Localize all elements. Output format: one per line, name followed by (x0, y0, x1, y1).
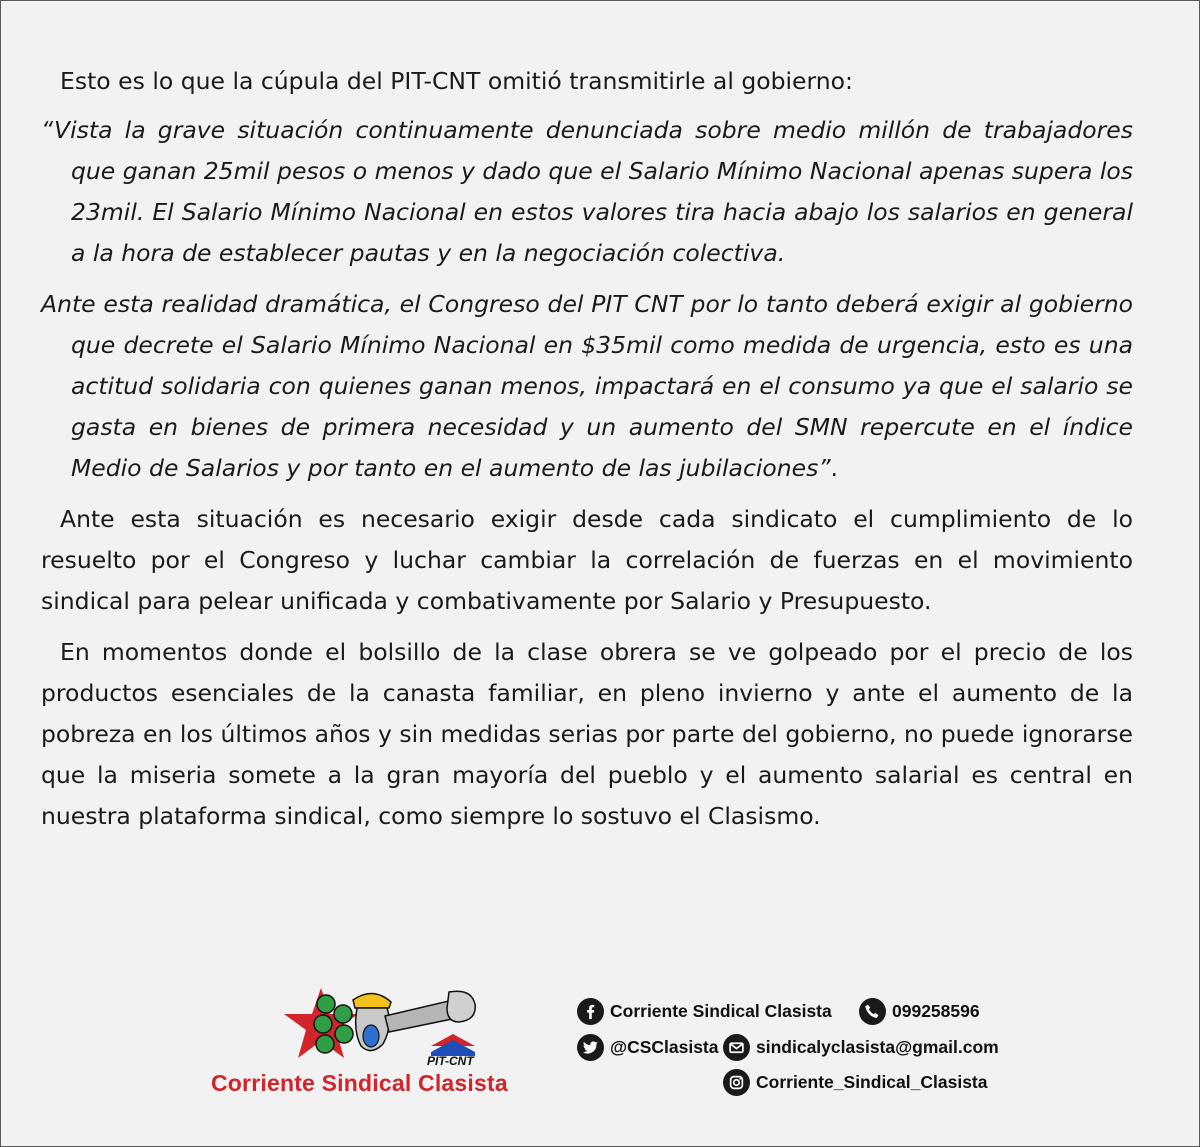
quote-end-period: . (830, 454, 839, 482)
logo-name: Corriente Sindical Clasista (211, 1070, 508, 1096)
gear-icon (314, 1015, 332, 1033)
twitter-icon (577, 1034, 604, 1061)
quote-paragraph-1: “Vista la grave situación continuamente denunciada sobre medio millón de trabajadores que ganan 25mil pesos o menos y dado que el Salario Mínimo Nacional apenas supera los 23mil. El Salario Mínimo Nacional en estos valores tira hacia abajo los salarios en general a la hora de establecer pautas y en la negociación colectiva. (41, 116, 1133, 267)
quote-paragraph-2-text: Ante esta realidad dramática, el Congreso del PIT CNT por lo tanto deberá exigir al gobierno que decrete el Salario Mínimo Nacional en $35mil como medida de urgencia, esto es una actitud solidaria con quienes ganan menos, impactará en el consumo ya que el salario se gasta en bienes de primera necesidad y un aumento del SMN repercute en el índice Medio de Salarios y por tanto en el aumento de las jubilaciones” (41, 290, 1133, 482)
paragraph-3: Ante esta situación es necesario exigir desde cada sindicato el cumplimiento de lo resuelto por el Congreso y luchar cambiar la correlación de fuerzas en el movimiento sindical para pelear unificada y combativamente por Salario y Presupuesto. (41, 505, 1133, 615)
instagram-contact[interactable] (723, 1069, 987, 1096)
gear-icon (335, 1025, 353, 1043)
facebook-icon (577, 998, 604, 1025)
phone-icon (859, 998, 886, 1025)
email-contact[interactable] (723, 1034, 999, 1061)
email-label: sindicalyclasista@gmail.com (756, 1037, 999, 1057)
article-body (41, 61, 1133, 847)
helmet-icon (353, 993, 391, 1008)
fist-icon (447, 991, 475, 1022)
phone-contact[interactable] (859, 998, 980, 1025)
csc-logo (201, 986, 571, 1121)
email-icon (723, 1034, 750, 1061)
quote-paragraph-2 (41, 284, 1133, 489)
facebook-label: Corriente Sindical Clasista (610, 1001, 832, 1021)
twitter-contact[interactable] (577, 1034, 719, 1061)
gear-icon (317, 995, 335, 1013)
twitter-label: @CSClasista (610, 1037, 719, 1057)
facebook-contact[interactable] (577, 998, 832, 1025)
intro-paragraph: Esto es lo que la cúpula del PIT-CNT omitió transmitirle al gobierno: (60, 67, 853, 95)
mouth-shout-icon (363, 1025, 379, 1047)
gear-icon (334, 1005, 352, 1023)
gear-icon (316, 1035, 334, 1053)
instagram-icon (723, 1069, 750, 1096)
phone-label: 099258596 (892, 1001, 980, 1021)
paragraph-4: En momentos donde el bolsillo de la clase obrera se ve golpeado por el precio de los productos esenciales de la canasta familiar, en pleno invierno y ante el aumento de la pobreza en los últimos años y sin medidas serias por parte del gobierno, no puede ignorarse que la miseria somete a la gran mayoría del pueblo y el aumento salarial es central en nuestra plataforma sindical, como siempre lo sostuvo el Clasismo. (41, 638, 1133, 830)
arm-icon (385, 1000, 457, 1032)
instagram-label: Corriente_Sindical_Clasista (756, 1072, 988, 1092)
pitcnt-label: PIT-CNT (427, 1054, 474, 1068)
